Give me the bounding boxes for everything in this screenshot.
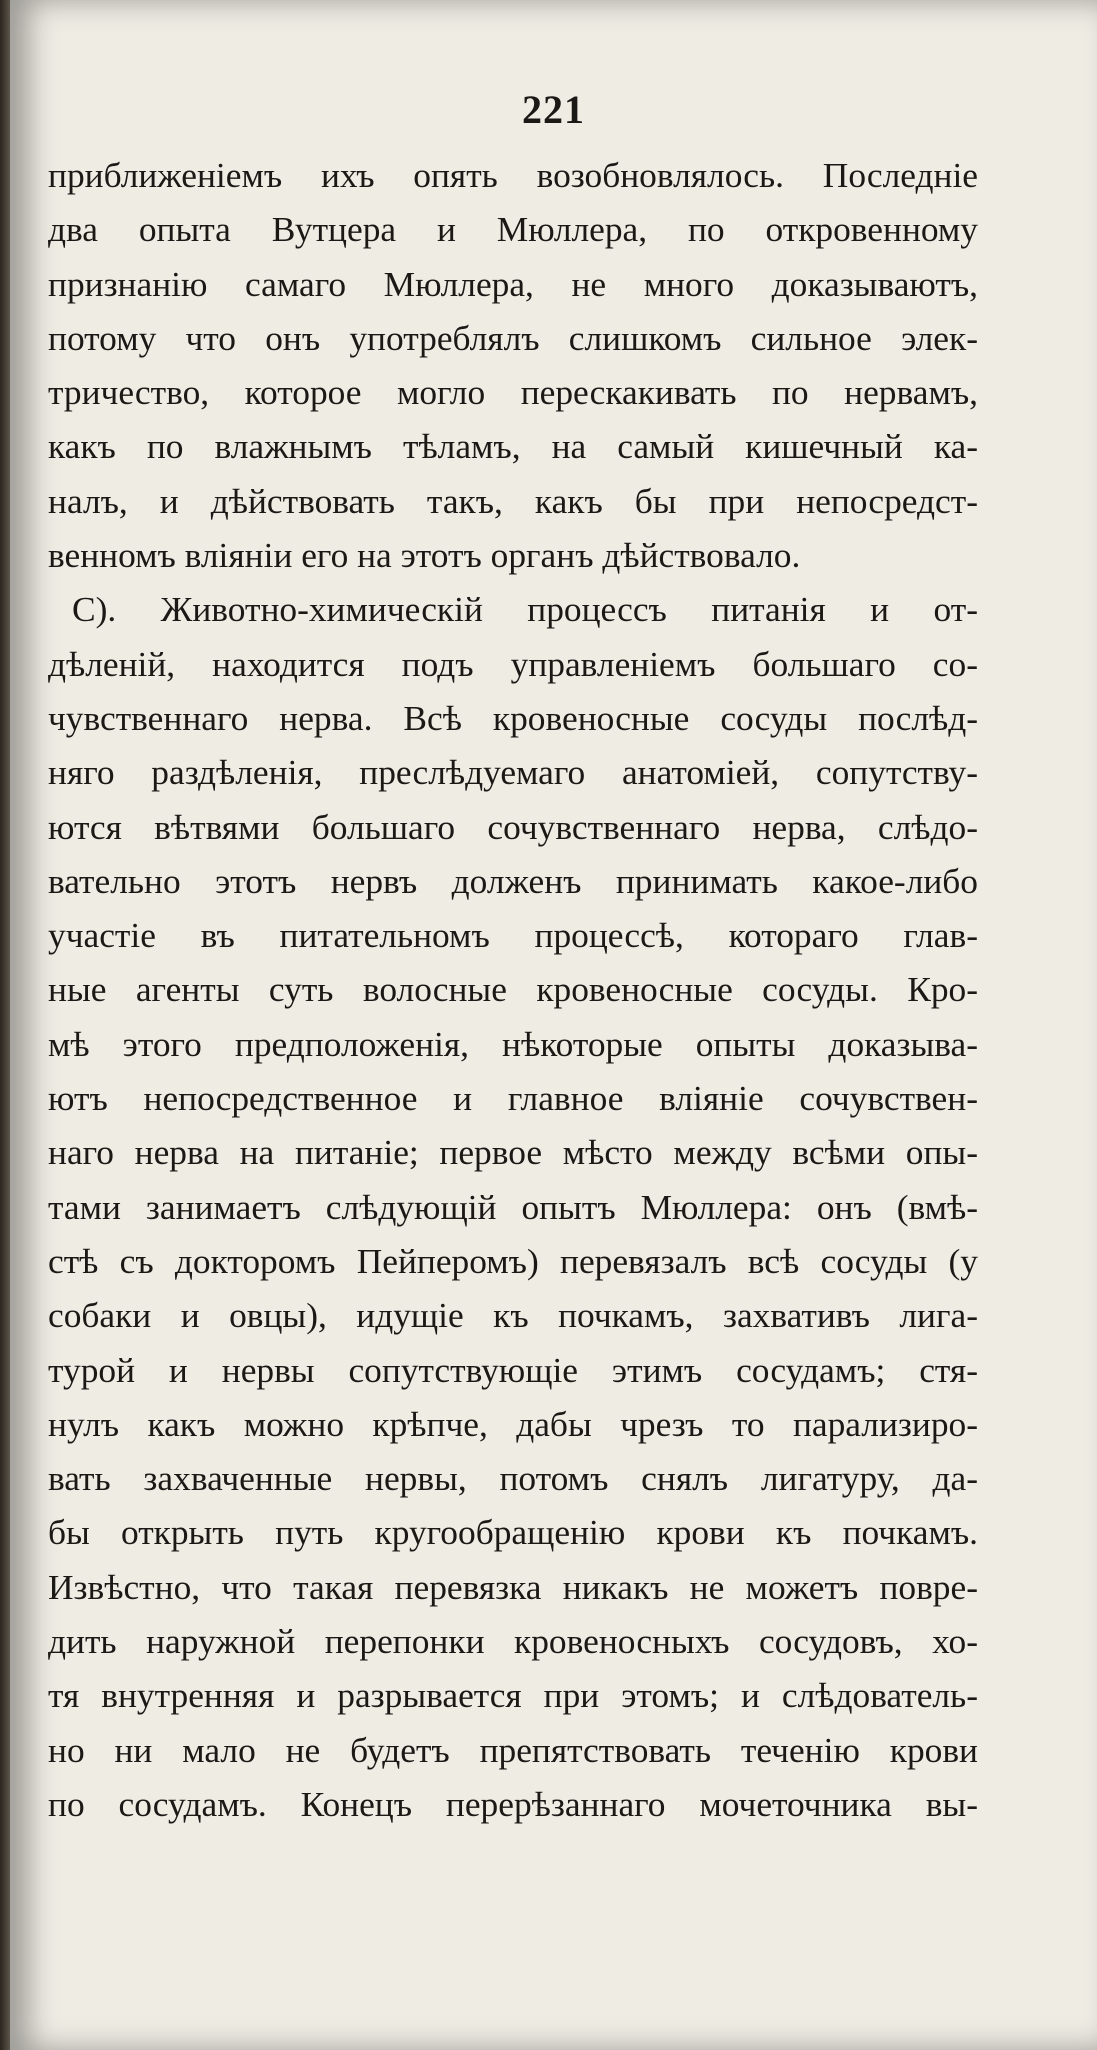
page-number: 221	[522, 87, 585, 132]
text-line: потому что онъ употреблялъ слишкомъ сильное элек-	[48, 317, 978, 358]
text-line: венномъ влiянiи его на этотъ органъ дѣйствовало.	[48, 535, 801, 576]
text-line: нулъ какъ можно крѣпче, дабы чрезъ то парализиро-	[48, 1403, 978, 1444]
text-line: вательно этотъ нервъ долженъ принимать какое-либо	[48, 860, 978, 901]
text-line: участiе въ питательномъ процессѣ, котораго глав-	[48, 915, 978, 956]
book-page	[10, 0, 1097, 2050]
text-line: по сосудамъ. Конецъ перерѣзаннаго мочеточника вы-	[48, 1783, 978, 1824]
text-line: ные агенты суть волосные кровеносные сосуды. Кро-	[48, 969, 978, 1010]
text-line: мѣ этого предположенiя, нѣкоторые опыты доказыва-	[48, 1023, 978, 1064]
text-line: Извѣстно, что такая перевязка никакъ не можетъ повре-	[48, 1566, 978, 1607]
text-line: какъ по влажнымъ тѣламъ, на самый кишечный ка-	[48, 426, 978, 467]
text-line: дить наружной перепонки кровеносныхъ сосудовъ, хо-	[48, 1621, 978, 1662]
text-line: бы открыть путь кругообращенiю крови къ почкамъ.	[48, 1512, 978, 1553]
text-line: два опыта Вутцера и Мюллера, по откровенному	[48, 209, 978, 250]
text-line: няго раздѣленiя, преслѣдуемаго анатомiей, сопутству-	[48, 752, 978, 793]
text-line: тя внутренняя и разрывается при этомъ; и слѣдователь-	[48, 1675, 978, 1716]
text-line: налъ, и дѣйствовать такъ, какъ бы при непосредст-	[48, 480, 978, 521]
text-line: собаки и овцы), идущiе къ почкамъ, захвативъ лига-	[48, 1295, 978, 1336]
text-line: чувственнаго нерва. Всѣ кровеносные сосуды послѣд-	[48, 697, 978, 738]
text-line: наго нерва на питанiе; первое мѣсто между всѣми опы-	[48, 1132, 978, 1173]
text-line: турой и нервы сопутствующiе этимъ сосудамъ; стя-	[48, 1349, 978, 1390]
text-line: стѣ съ докторомъ Пейперомъ) перевязалъ всѣ сосуды (у	[48, 1240, 978, 1281]
text-line: ютъ непосредственное и главное влiянiе сочувствен-	[48, 1078, 978, 1119]
body-text	[48, 148, 978, 1831]
text-line: приближенiемъ ихъ опять возобновлялось. Последнiе	[48, 155, 978, 195]
text-line: признанiю самаго Мюллера, не много доказываютъ,	[48, 263, 978, 304]
text-line: тричество, которое могло перескакивать по нервамъ,	[48, 372, 978, 413]
text-line: вать захваченные нервы, потомъ снялъ лигатуру, да-	[48, 1458, 978, 1499]
text-line: ются вѣтвями большаго сочувственнаго нерва, слѣдо-	[48, 806, 978, 847]
text-line: тами занимаетъ слѣдующiй опытъ Мюллера: онъ (вмѣ-	[48, 1186, 978, 1227]
text-line: С). Животно-химическiй процессъ питанiя и от-	[72, 589, 978, 630]
text-line: но ни мало не будетъ препятствовать теченiю крови	[48, 1729, 978, 1770]
text-line: дѣленiй, находится подъ управленiемъ большаго со-	[48, 643, 978, 684]
